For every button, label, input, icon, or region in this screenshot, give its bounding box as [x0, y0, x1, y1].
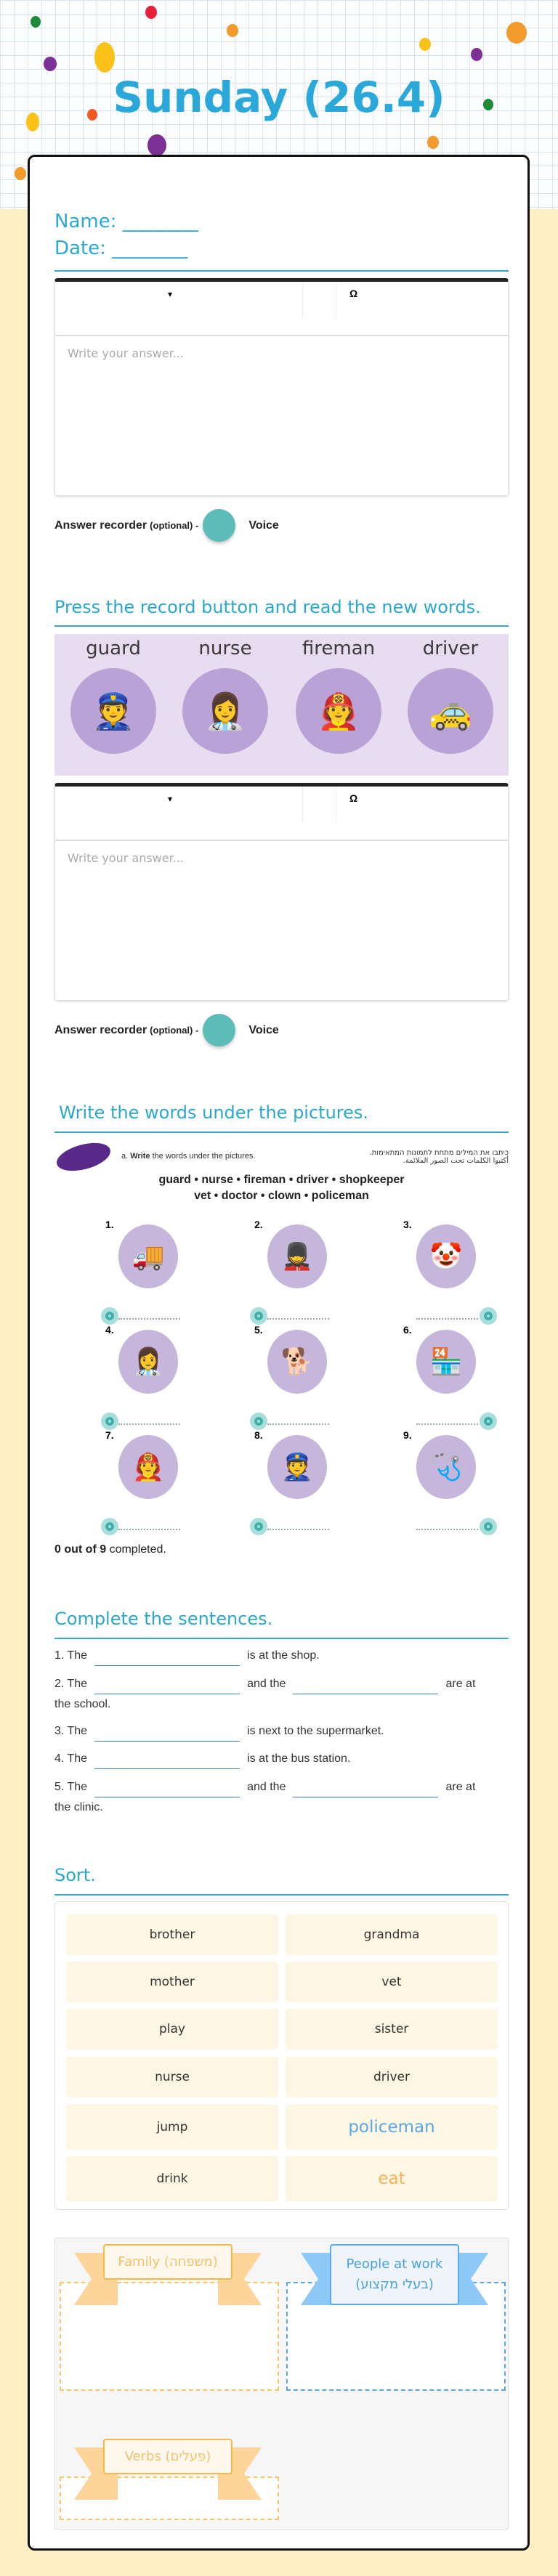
toolbar-divider	[302, 282, 303, 318]
answer-dot-button[interactable]	[250, 1518, 267, 1535]
answer-dot-button[interactable]	[101, 1518, 118, 1535]
special-character-icon[interactable]: Ω	[349, 288, 358, 299]
sentence: 4. The is at the bus station.	[54, 1749, 509, 1769]
date-field: Date: ________	[54, 237, 188, 259]
sort-item-mother[interactable]: mother	[66, 1962, 278, 2002]
job-picture: 🤡	[416, 1224, 476, 1288]
answer-editor	[54, 278, 509, 496]
sort-item-jump[interactable]: jump	[66, 2105, 278, 2150]
sort-item-driver[interactable]: driver	[286, 2057, 498, 2097]
sort-item-brother[interactable]: brother	[66, 1914, 278, 1955]
paint-splat	[471, 48, 482, 61]
worksheet-card	[28, 155, 530, 2551]
sort-item-sister[interactable]: sister	[286, 2009, 498, 2049]
category-label-family: Family (משפחה)	[103, 2244, 232, 2280]
divider	[54, 270, 509, 272]
job-picture: 👩‍⚕️	[118, 1330, 178, 1394]
word-bank-line: vet • doctor • clown • policeman	[194, 1190, 369, 1202]
page-title: Sunday (26.4)	[113, 73, 445, 122]
job-picture: 🚚	[118, 1224, 178, 1288]
answer-input[interactable]	[55, 336, 508, 495]
instruction-translations: .כיתבו את המילים מתחת לתמונות המתאימות .أكتبوا الكلمات تحت الصور الملائمة	[369, 1149, 509, 1165]
answer-line[interactable]	[416, 1529, 478, 1530]
pencil-badge-icon	[54, 1138, 113, 1177]
picture-number: 1.	[105, 1219, 114, 1230]
sort-item-nurse[interactable]: nurse	[66, 2057, 278, 2097]
job-picture: 🩺	[416, 1435, 476, 1499]
voice-label: Voice	[248, 1023, 279, 1036]
answer-line[interactable]	[267, 1318, 329, 1320]
record-button[interactable]	[203, 1014, 235, 1047]
answer-dot-button[interactable]	[480, 1307, 497, 1325]
category-label-people-at-work: People at work (בעלי מקצוע)	[330, 2244, 459, 2305]
word-bank-line: guard • nurse • fireman • driver • shopkeeper	[158, 1174, 405, 1186]
picture-number: 6.	[403, 1324, 412, 1336]
answer-dot-button[interactable]	[480, 1518, 497, 1535]
job-picture: 🧑‍🚒	[118, 1435, 178, 1499]
editor-toolbar	[55, 282, 508, 336]
sentence: 3. The is next to the supermarket.	[54, 1721, 509, 1742]
section-heading: Complete the sentences.	[54, 1609, 273, 1629]
answer-dot-button[interactable]	[101, 1307, 118, 1325]
name-field: Name: ________	[54, 211, 198, 232]
picture-number: 3.	[403, 1219, 412, 1230]
divider	[54, 1131, 509, 1133]
sort-categories	[54, 2238, 509, 2530]
picture-item	[403, 1429, 541, 1553]
sort-item-drink[interactable]: drink	[66, 2156, 278, 2201]
section-heading: Write the words under the pictures.	[59, 1102, 369, 1123]
picture-item	[254, 1429, 392, 1553]
answer-line[interactable]	[416, 1423, 478, 1425]
sort-item-play[interactable]: play	[66, 2009, 278, 2049]
sort-item-policeman[interactable]: policeman	[286, 2105, 498, 2150]
completion-status: 0 out of 9 completed.	[54, 1543, 166, 1556]
job-fireman: fireman 🧑‍🚒	[284, 634, 393, 754]
paint-splat	[145, 6, 157, 19]
taxi-driver-picture: 🚕	[408, 668, 493, 754]
picture-number: 4.	[105, 1324, 114, 1336]
job-picture: 🐕	[267, 1330, 327, 1394]
answer-line[interactable]	[267, 1423, 329, 1425]
divider	[54, 1638, 509, 1639]
answer-dot-button[interactable]	[480, 1413, 497, 1430]
picture-number: 2.	[254, 1219, 263, 1230]
blank-input[interactable]	[293, 1781, 438, 1797]
sentence: 1. The is at the shop.	[54, 1646, 509, 1666]
blank-input[interactable]	[94, 1781, 240, 1797]
fireman-picture: 🧑‍🚒	[296, 668, 381, 754]
job-picture: 🏪	[416, 1330, 476, 1394]
jobs-illustration	[54, 634, 509, 776]
sentence: 2. The and the are at the school.	[54, 1678, 476, 1710]
recorder-optional: (optional) -	[150, 520, 199, 531]
sort-item-eat[interactable]: eat	[286, 2156, 498, 2201]
answer-line[interactable]	[118, 1423, 180, 1425]
guard-picture: 👮	[70, 668, 156, 754]
job-picture: 💂	[267, 1224, 327, 1288]
nurse-picture: 👩‍⚕️	[182, 668, 268, 754]
paint-splat	[427, 136, 439, 149]
voice-label: Voice	[248, 519, 279, 532]
section-heading: Press the record button and read the new words.	[54, 597, 481, 617]
sort-item-vet[interactable]: vet	[286, 1962, 498, 2002]
worksheet-exercise	[54, 1139, 509, 1531]
record-button[interactable]	[203, 509, 235, 542]
editor-toolbar	[55, 787, 508, 841]
paint-splat	[31, 16, 41, 28]
picture-number: 5.	[254, 1324, 263, 1336]
blank-input[interactable]	[94, 1753, 240, 1769]
paint-splat	[419, 38, 431, 51]
sort-item-grandma[interactable]: grandma	[286, 1914, 498, 1955]
paint-splat	[15, 167, 26, 180]
picture-number: 8.	[254, 1429, 263, 1441]
sort-items-pool	[54, 1901, 509, 2210]
answer-line[interactable]	[416, 1318, 478, 1320]
blank-input[interactable]	[94, 1678, 240, 1694]
answer-line[interactable]	[118, 1529, 180, 1530]
sentence: 5. The and the are at the clinic.	[54, 1781, 476, 1813]
answer-recorder	[54, 1014, 279, 1047]
answer-editor	[54, 783, 509, 1001]
paint-splat	[44, 57, 57, 71]
answer-dot-button[interactable]	[101, 1413, 118, 1430]
blank-input[interactable]	[94, 1650, 240, 1666]
paint-splat	[147, 134, 166, 156]
picture-item	[105, 1429, 243, 1553]
job-driver: driver 🚕	[396, 634, 505, 754]
answer-line[interactable]	[118, 1318, 180, 1320]
answer-line[interactable]	[267, 1529, 329, 1530]
answer-dot-button[interactable]	[250, 1307, 267, 1325]
font-dropdown-icon[interactable]: ▾	[168, 794, 173, 804]
paint-splat	[94, 42, 115, 73]
font-dropdown-icon[interactable]: ▾	[168, 289, 173, 299]
paint-splat	[227, 24, 238, 37]
recorder-label: Answer recorder	[54, 519, 147, 532]
blank-input[interactable]	[293, 1678, 438, 1694]
answer-recorder	[54, 509, 279, 542]
job-nurse: nurse 👩‍⚕️	[171, 634, 280, 754]
answer-input[interactable]	[55, 841, 508, 999]
divider	[54, 1894, 509, 1896]
section-heading: Sort.	[54, 1865, 96, 1885]
recorder-label: Answer recorder	[54, 1023, 147, 1036]
job-guard: guard 👮	[59, 634, 168, 754]
picture-number: 9.	[403, 1429, 412, 1441]
answer-dot-button[interactable]	[250, 1413, 267, 1430]
picture-number: 7.	[105, 1429, 114, 1441]
divider	[54, 625, 509, 627]
job-picture: 👮	[267, 1435, 327, 1499]
instruction: a. Write the words under the pictures.	[121, 1152, 256, 1161]
blank-input[interactable]	[94, 1726, 240, 1742]
toolbar-divider	[302, 787, 303, 823]
paint-splat	[506, 22, 527, 44]
recorder-optional: (optional) -	[150, 1025, 199, 1036]
special-character-icon[interactable]: Ω	[349, 792, 358, 804]
category-label-verbs: Verbs (פעלים)	[103, 2439, 232, 2474]
